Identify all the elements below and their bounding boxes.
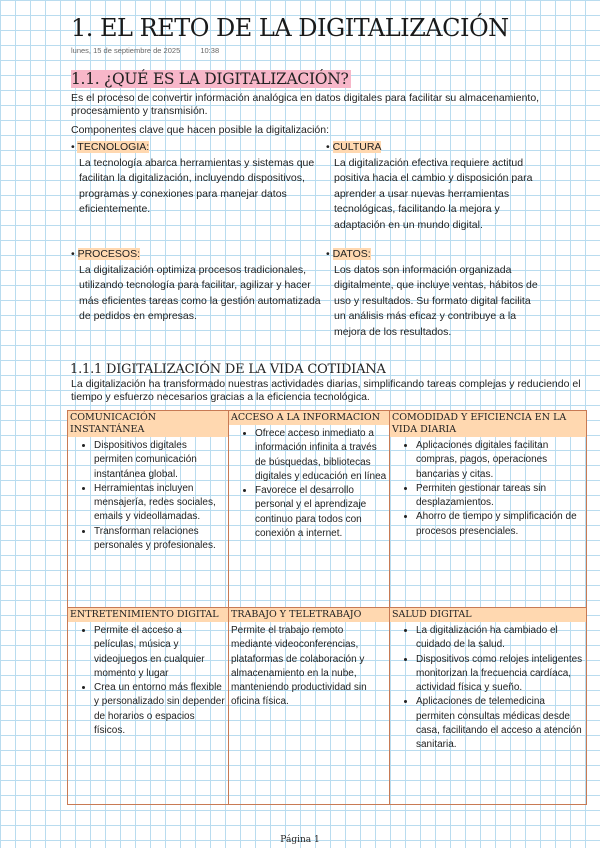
table-cell (390, 411, 587, 608)
table-cell (68, 411, 229, 608)
section-heading-1-1: 1.1. ¿QUÉ ES LA DIGITALIZACIÓN? (71, 70, 351, 88)
component-procesos: • PROCESOS: La digitalización optimiza procesos tradicionales, utilizando tecnología para facilitar, agilizar y hacer más eficientes tareas como la gestión automatizada de pedidos en empresas. (71, 247, 321, 325)
component-text: La tecnología abarca herramientas y sistemas que facilitan la digitalización, incluyendo dispositivos, programas y conexiones para manejar datos eficientemente. (79, 156, 315, 215)
table-cell (229, 411, 390, 608)
list-item: • Permiten gestionar tareas sin desplazamientos. (416, 482, 584, 511)
components-intro: Componentes clave que hacen posible la digitalización: (71, 124, 329, 136)
list-item: • Transforman relaciones personales y profesionales. (94, 525, 226, 554)
page-meta (71, 46, 237, 55)
cell-text: Permite el trabajo remoto mediante videoconferencias, plataformas de colaboración y almacenamiento en la nube, manteniendo productividad sin oficina física. (231, 625, 367, 708)
section-1-intro: Es el proceso de convertir información analógica en datos digitales para facilitar su almacenamiento, procesamiento y transmisión. (71, 92, 540, 117)
page-date: lunes, 15 de septiembre de 2025 (71, 46, 181, 55)
component-label: TECNOLOGIA: (77, 141, 150, 153)
table-cell (390, 608, 587, 805)
component-text: La digitalización optimiza procesos tradicionales, utilizando tecnología para facilitar, agilizar y hacer más eficientes tareas como la gestión automatizada de pedidos en empresas. (79, 263, 321, 322)
list-item: • Aplicaciones digitales facilitan compras, pagos, operaciones bancarias y citas. (416, 439, 584, 482)
list-item: • Dispositivos como relojes inteligentes monitorizan la frecuencia cardíaca, actividad física y sueño. (416, 653, 584, 696)
list-item: • La digitalización ha cambiado el cuidado de la salud. (416, 624, 584, 653)
page-title: 1. EL RETO DE LA DIGITALIZACIÓN (71, 14, 509, 42)
page-time: 10:38 (200, 46, 220, 55)
component-label: DATOS: (332, 248, 371, 260)
component-cultura: • CULTURA La digitalización efectiva requiere actitud positiva hacia el cambio y disposición para aprender a usar nuevas herramientas tecnológicas, facilitando la mejora y adaptación en un mundo digital. (326, 140, 538, 233)
cell-heading: ACCESO A LA INFORMACION (229, 411, 389, 425)
component-tecnologia: • TECNOLOGIA: La tecnología abarca herramientas y sistemas que facilitan la digitalización, incluyendo dispositivos, programas y conexiones para manejar datos eficientemente. (71, 140, 321, 218)
list-item: • Crea un entorno más flexible y personalizado sin depender de horarios o espacios físicos. (94, 681, 226, 738)
list-item: • Ahorro de tiempo y simplificación de procesos presenciales. (416, 510, 584, 539)
digital-life-table (67, 410, 587, 805)
cell-heading: COMUNICACIÓN INSTANTÁNEA (68, 411, 228, 437)
section-2-intro: La digitalización ha transformado nuestras actividades diarias, simplificando tareas complejas y reduciendo el tiempo y esfuerzo necesarios gracias a la eficiencia tecnológica. (71, 378, 581, 403)
page-number: Página 1 (280, 835, 320, 845)
list-item: • Herramientas incluyen mensajería, redes sociales, emails y videollamadas. (94, 482, 226, 525)
cell-heading: TRABAJO Y TELETRABAJO (229, 608, 389, 622)
cell-heading: SALUD DIGITAL (390, 608, 586, 622)
list-item: • Aplicaciones de telemedicina permiten consultas médicas desde casa, facilitando el acceso a atención sanitaria. (416, 695, 584, 752)
component-label: PROCESOS: (77, 248, 141, 260)
list-item: • Ofrece acceso inmediato a información infinita a través de búsquedas, bibliotecas digitales y educación en línea (255, 427, 387, 484)
component-datos: • DATOS: Los datos son información organizada digitalmente, que incluye ventas, hábitos de uso y resultados. Su formato digital facilita un análisis más eficaz y contribuye a la mejora de los resultados. (326, 247, 538, 340)
component-label: CULTURA (332, 141, 382, 153)
table-cell (229, 608, 390, 805)
section-heading-1-1-1: 1.1.1 DIGITALIZACIÓN DE LA VIDA COTIDIANA (70, 362, 386, 377)
list-item: • Favorece el desarrollo personal y el aprendizaje continuo para todos con conexión a internet. (255, 484, 387, 541)
table-cell (68, 608, 229, 805)
list-item: • Dispositivos digitales permiten comunicación instantánea global. (94, 439, 226, 482)
component-text: La digitalización efectiva requiere actitud positiva hacia el cambio y disposición para aprender a usar nuevas herramientas tecnológicas, facilitando la mejora y adaptación en un mundo digital. (334, 156, 533, 231)
component-text: Los datos son información organizada digitalmente, que incluye ventas, hábitos de uso y resultados. Su formato digital facilita un análisis más eficaz y contribuye a la mejora de los resultados. (334, 263, 538, 338)
list-item: • Permite el acceso a películas, música y videojuegos en cualquier momento y lugar (94, 624, 226, 681)
cell-heading: COMODIDAD Y EFICIENCIA EN LA VIDA DIARIA (390, 411, 586, 437)
cell-heading: ENTRETENIMIENTO DIGITAL (68, 608, 228, 622)
